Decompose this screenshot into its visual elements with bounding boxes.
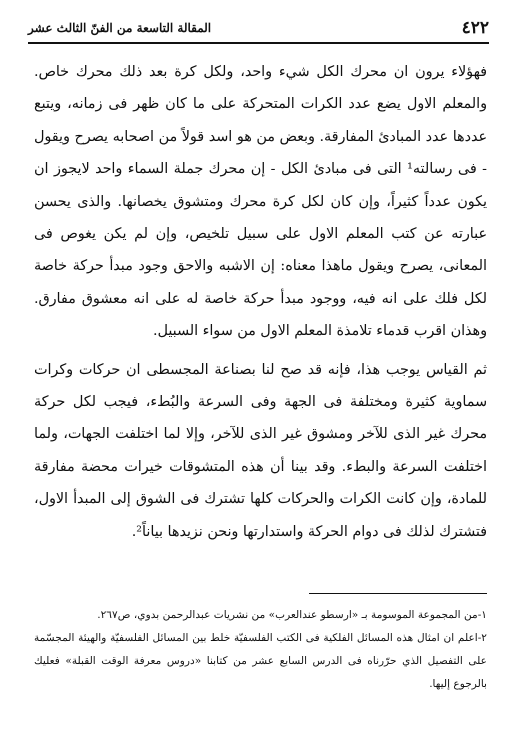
- main-text: [34, 56, 487, 548]
- footnote-1: ١-من المجموعة الموسومة بـ «ارسطو عندالعرب» من نشريات عبدالرحمن بدوي، ص٢٦٧.: [97, 609, 487, 621]
- paragraph-2: ثم القياس يوجب هذا، فإنه قد صح لنا بصناعة المجسطى ان حركات وكرات سماوية كثيرة ومختلفة فى الجهة وفى السرعة والبُطء، فيجب لكل حركة محرك غير الذى للآخر ومشوق غير الذى للآخر، وإلا لما اختلفت الجهات، ولما اختلفت السرعة والبطء. وقد بينا أن هذه المتشوقات خيرات محضة مفارقة للمادة، وإن كانت الكرات والحركات كلها تشترك فى الشوق إلى المبدأ الاول، فتشترك لذلك فى دوام الحركة واستدارتها ونحن نزيدها بياناً².: [34, 361, 487, 540]
- header-divider: [28, 42, 489, 44]
- footnotes: [34, 604, 487, 696]
- page-header: [28, 16, 489, 40]
- footnote-divider: [309, 593, 487, 594]
- paragraph-1: فهؤلاء يرون ان محرك الكل شيء واحد، ولكل كرة بعد ذلك محرك خاص. والمعلم الاول يضع عدد الكرات المتحركة على ما كان ظهر فى زمانه، ويتبع عددها عدد المبادئ المفارقة. وبعض من هو اسد قولاً من اصحابه يصرح ويقول - فى رسالته¹ التى فى مبادئ الكل - إن محرك جملة السماء واحد لايجوز ان يكون عدداً كثيراً، وإن كان لكل كرة محرك ومتشوق يخصانها. والذى يحسن عبارته عن كتب المعلم الاول على سبيل تلخيص، وإن لم يكن يغوص فى المعانى، يصرح ويقول ماهذا معناه: إن الاشبه والاحق وجود مبدأ حركة خاصة لكل فلك على انه فيه، ووجود مبدأ حركة خاصة له على انه معشوق مفارق. وهذان اقرب قدماء تلامذة المعلم الاول من سواء السبيل.: [34, 64, 487, 340]
- page-number: ٤٢٢: [461, 18, 489, 38]
- footnote-2: ٢-اعلم ان امثال هذه المسائل الفلكية فى الكتب الفلسفيّة خلط بين المسائل الفلسفيّة والهيئة المجسّمة على التفصيل الذي حرّرناه فى الدرس السابع عشر من كتابنا «دروس معرفة الوقت القبلة» فعليك بالرجوع إليها.: [34, 632, 487, 690]
- running-title: المقالة التاسعة من الفنّ الثالث عشر: [28, 21, 212, 35]
